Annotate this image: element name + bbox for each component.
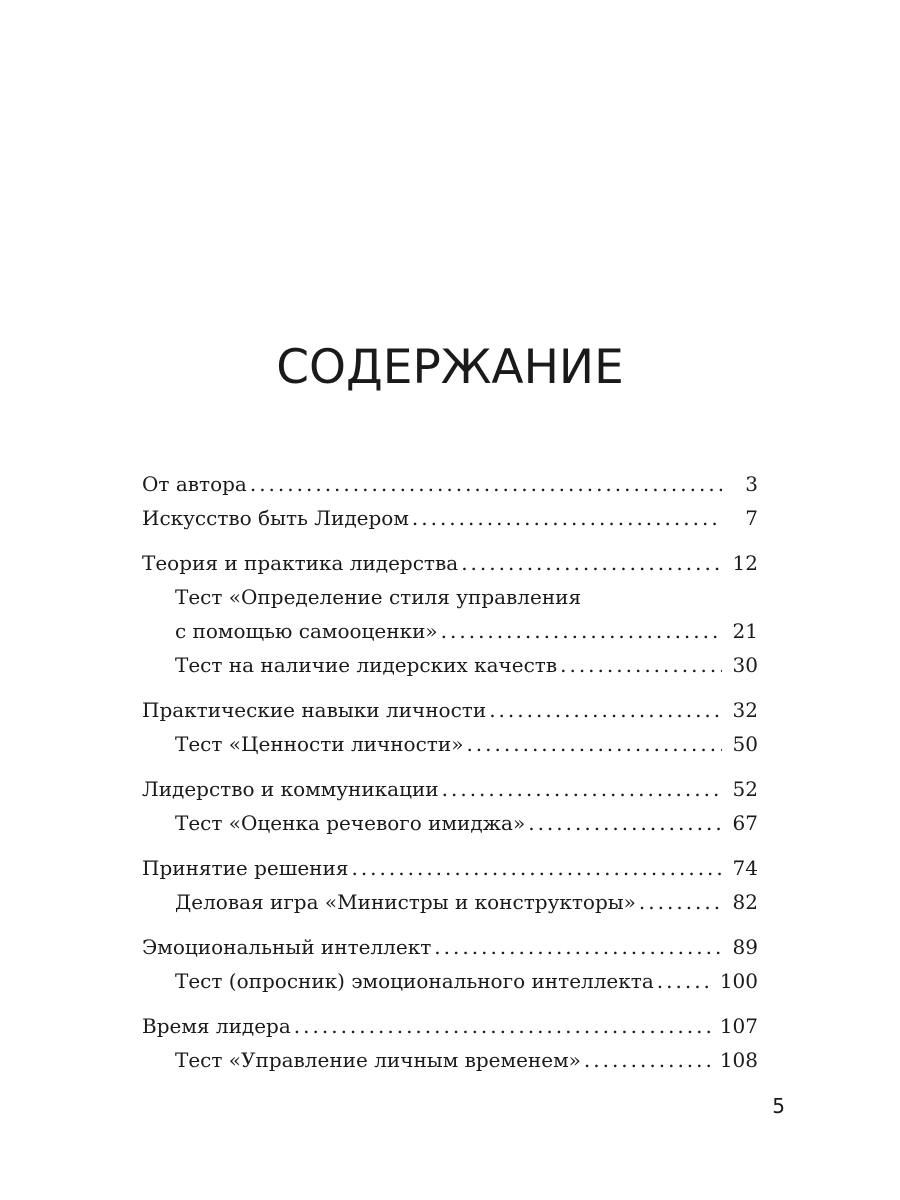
- toc-entry-label: Тест «Ценности личности»: [175, 732, 464, 756]
- toc-entry-label: Эмоциональный интеллект: [142, 935, 432, 959]
- dot-leader: [560, 648, 722, 682]
- dot-leader: [412, 501, 722, 535]
- toc-entry-page: 30: [732, 653, 758, 677]
- toc-subentry[interactable]: [142, 1043, 758, 1077]
- dot-leader: [442, 772, 722, 806]
- toc-entry-label: Тест (опросник) эмоционального интеллекта: [175, 969, 654, 993]
- dot-leader: [466, 727, 722, 761]
- toc-entry[interactable]: [142, 693, 758, 727]
- toc-entry[interactable]: [142, 1009, 758, 1043]
- toc-entry-label: Практические навыки личности: [142, 698, 487, 722]
- toc-entry-page: 107: [719, 1014, 758, 1038]
- page-number: 5: [772, 1094, 785, 1118]
- dot-leader: [528, 806, 722, 840]
- toc-entry-page: 82: [732, 890, 758, 914]
- toc-subentry[interactable]: [142, 648, 758, 682]
- toc-entry-page: 108: [719, 1048, 758, 1072]
- toc-entry-page: 12: [732, 551, 758, 575]
- dot-leader: [351, 851, 722, 885]
- toc-entry-label: Тест «Управление личным временем»: [175, 1048, 581, 1072]
- toc-entry-label: Лидерство и коммуникации: [142, 777, 439, 801]
- toc-subentry[interactable]: [142, 614, 758, 648]
- toc-entry-page: 3: [745, 472, 758, 496]
- toc-entry-label: Теория и практика лидерства: [142, 551, 459, 575]
- toc-entry-label: с помощью самооценки»: [175, 619, 438, 643]
- toc-entry-page: 21: [732, 619, 758, 643]
- dot-leader: [584, 1043, 714, 1077]
- toc-entry[interactable]: [142, 772, 758, 806]
- dot-leader: [489, 693, 722, 727]
- toc-entry-label: Тест «Определение стиля управления: [175, 585, 582, 609]
- toc-entry-label: Время лидера: [142, 1014, 291, 1038]
- toc-entry[interactable]: [142, 930, 758, 964]
- toc-entry-page: 32: [732, 698, 758, 722]
- toc-entry[interactable]: [142, 501, 758, 535]
- toc-subentry[interactable]: [142, 964, 758, 998]
- dot-leader: [250, 467, 722, 501]
- toc-entry-page: 50: [732, 732, 758, 756]
- toc-entry[interactable]: [142, 546, 758, 580]
- toc-entry-label: Искусство быть Лидером: [142, 506, 409, 530]
- toc-subentry[interactable]: [142, 580, 758, 614]
- dot-leader: [294, 1009, 714, 1043]
- dot-leader: [461, 546, 722, 580]
- toc-subentry[interactable]: [142, 727, 758, 761]
- toc-entry-page: 89: [732, 935, 758, 959]
- toc-entry-label: Деловая игра «Министры и конструкторы»: [175, 890, 636, 914]
- toc-entry-page: 52: [732, 777, 758, 801]
- dot-leader: [639, 885, 722, 919]
- toc-entry[interactable]: [142, 467, 758, 501]
- toc-entry-page: 74: [732, 856, 758, 880]
- toc-entry-label: От автора: [142, 472, 247, 496]
- toc-entry-page: 7: [745, 506, 758, 530]
- toc-subentry[interactable]: [142, 885, 758, 919]
- toc-entry-label: Тест на наличие лидерских качеств: [175, 653, 558, 677]
- dot-leader: [657, 964, 714, 998]
- page-title: СОДЕРЖАНИЕ: [276, 340, 624, 395]
- toc-entry-label: Принятие решения: [142, 856, 349, 880]
- table-of-contents: [142, 467, 758, 1077]
- toc-entry-label: Тест «Оценка речевого имиджа»: [175, 811, 526, 835]
- toc-entry-page: 100: [719, 969, 758, 993]
- dot-leader: [441, 614, 722, 648]
- toc-entry-page: 67: [732, 811, 758, 835]
- toc-entry[interactable]: [142, 851, 758, 885]
- dot-leader: [434, 930, 722, 964]
- toc-subentry[interactable]: [142, 806, 758, 840]
